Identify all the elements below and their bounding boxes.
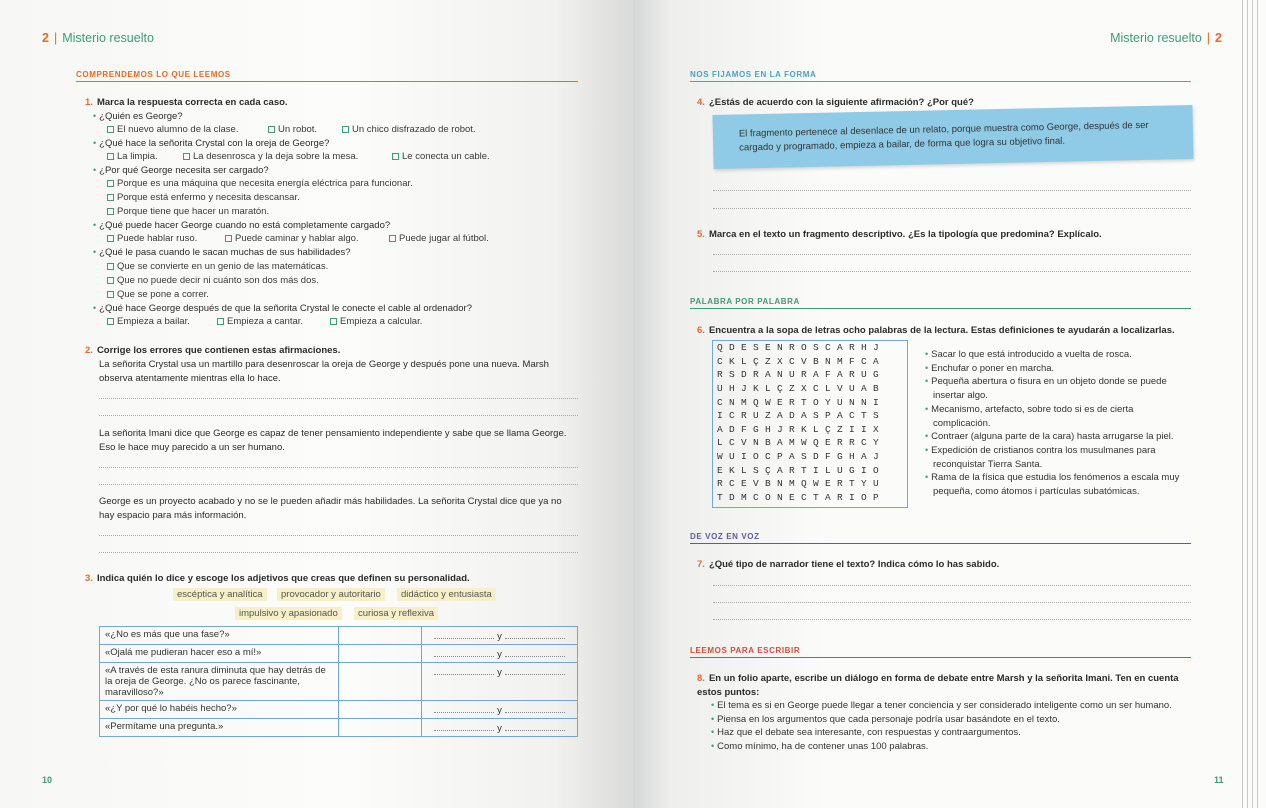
grid-row[interactable]: CNMQWERTOYUNNI (717, 396, 886, 408)
checkbox-icon[interactable] (107, 263, 114, 270)
question-8: 8. En un folio aparte, escribe un diálogo en forma de debate entre Marsh y la señorita Imani. Ten en cuenta estos puntos: (697, 673, 1179, 698)
answer-option[interactable]: Que se convierte en un genio de las matemáticas. (107, 261, 328, 272)
speaker-cell[interactable] (339, 663, 422, 701)
answer-line[interactable] (713, 271, 1191, 272)
statement-note (712, 105, 1193, 169)
answer-line[interactable] (713, 190, 1191, 191)
chapter-number: 2 (42, 31, 49, 45)
definition-item: • Rama de la física que estudia los fenómenos a escala muy pequeña, como átomos i partículas subatómicas. (925, 472, 1180, 498)
q1-item: • ¿Qué hace George después de que la señorita Crystal le conecte el cable al ordenador? (93, 303, 472, 314)
answer-option[interactable]: Puede hablar ruso. (107, 233, 197, 244)
adjectives-cell[interactable]: y (422, 701, 578, 719)
answer-option[interactable]: Que se pone a correr. (107, 289, 209, 300)
answer-option[interactable]: Puede jugar al fútbol. (389, 233, 489, 244)
page-number: 10 (42, 775, 53, 785)
checkbox-icon[interactable] (107, 194, 114, 201)
word-search-grid[interactable] (712, 340, 908, 508)
chapter-title: Misterio resuelto (1110, 31, 1202, 45)
definitions-list (925, 348, 1193, 499)
quote-cell: «Ojalá me pudieran hacer eso a mí!» (100, 645, 339, 663)
answer-option[interactable]: Empieza a cantar. (217, 316, 303, 327)
question-2: 2. Corrige los errores que contienen estas afirmaciones. (85, 345, 341, 356)
section-heading: PALABRA POR PALABRA (690, 297, 1191, 309)
checkbox-icon[interactable] (268, 126, 275, 133)
statement-text: La señorita Imani dice que George es capaz de tener pensamiento independiente y sabe que se llama George. Eso le hace muy parecido a un ser humano. (99, 428, 567, 453)
adjective-tag: didáctico y entusiasta (397, 588, 496, 601)
answer-option[interactable]: Puede caminar y hablar algo. (225, 233, 359, 244)
checkbox-icon[interactable] (107, 180, 114, 187)
adjectives-cell[interactable]: y (422, 719, 578, 737)
grid-row[interactable]: QDESENROSCARHJ (717, 342, 886, 353)
section-heading: COMPRENDEMOS LO QUE LEEMOS (76, 70, 578, 82)
answer-line[interactable] (99, 398, 578, 399)
points-list (711, 699, 1196, 754)
speaker-cell[interactable] (339, 701, 422, 719)
question-4: 4. ¿Estás de acuerdo con la siguiente afirmación? ¿Por qué? (697, 97, 974, 108)
list-item: • El tema es si en George puede llegar a tener conciencia y ser considerado inteligente como un ser humano. (711, 700, 1172, 711)
definition-item: • Mecanismo, artefacto, sobre todo si es de cierta complicación. (925, 403, 1134, 429)
answer-option[interactable]: El nuevo alumno de la clase. (107, 124, 238, 135)
definition-item: • Pequeña abertura o fisura en un objeto donde se puede insertar algo. (925, 376, 1167, 402)
q1-item: • ¿Quién es George? (93, 111, 183, 122)
chapter-number: 2 (1215, 31, 1222, 45)
quote-cell: «A través de esta ranura diminuta que hay detrás de la oreja de George. ¿No os parece fascinante, maravilloso?» (100, 663, 339, 701)
question-5: 5. Marca en el texto un fragmento descriptivo. ¿Es la tipología que predomina? Explícalo. (697, 229, 1102, 240)
grid-row[interactable]: EKLSÇARTILUGIO (717, 464, 886, 476)
answer-line[interactable] (99, 484, 578, 485)
checkbox-icon[interactable] (107, 277, 114, 284)
table-row (100, 719, 578, 737)
adjective-tag: curiosa y reflexiva (354, 607, 438, 620)
answer-option[interactable]: Porque está enfermo y necesita descansar. (107, 192, 300, 203)
table-row (100, 645, 578, 663)
statement-text: La señorita Crystal usa un martillo para desenroscar la oreja de George y después pone una nueva. Marsh observa atentamente mientras ella lo hace. (99, 359, 549, 384)
table-row (100, 701, 578, 719)
question-7: 7. ¿Qué tipo de narrador tiene el texto? Indica cómo lo has sabido. (697, 559, 1000, 570)
checkbox-icon[interactable] (107, 153, 114, 160)
page-header: Misterio resuelto | 2 (1110, 31, 1222, 45)
checkbox-icon[interactable] (330, 318, 337, 325)
checkbox-icon[interactable] (107, 318, 114, 325)
grid-row[interactable]: CKLÇZXCVBNMFCA (717, 355, 886, 367)
checkbox-icon[interactable] (107, 208, 114, 215)
checkbox-icon[interactable] (107, 126, 114, 133)
adjective-tag: provocador y autoritario (277, 588, 385, 601)
section-heading: NOS FIJAMOS EN LA FORMA (690, 70, 1191, 82)
statement-text: George es un proyecto acabado y no se le pueden añadir más habilidades. La señorita Crystal dice que ya no hay espacio para más información. (99, 496, 562, 521)
definition-item: • Expedición de cristianos contra los musulmanes para reconquistar Tierra Santa. (925, 444, 1156, 470)
answer-option[interactable]: Empieza a calcular. (330, 316, 422, 327)
answer-option[interactable]: Un robot. (268, 124, 317, 135)
checkbox-icon[interactable] (107, 235, 114, 242)
page-header: 2 | Misterio resuelto (42, 31, 154, 45)
answer-line[interactable] (713, 208, 1191, 209)
adjective-tag: escéptica y analítica (173, 588, 267, 601)
definition-item: • Contraer (alguna parte de la cara) hasta arrugarse la piel. (925, 431, 1174, 443)
q1-item: • ¿Qué le pasa cuando le sacan muchas de sus habilidades? (93, 247, 351, 258)
speaker-cell[interactable] (339, 719, 422, 737)
question-6: 6. Encuentra a la sopa de letras ocho palabras de la lectura. Estas definiciones te ayudarán a localizarlas. (697, 325, 1175, 336)
checkbox-icon[interactable] (225, 235, 232, 242)
definition-item: • Enchufar o poner en marcha. (925, 362, 1055, 374)
answer-line[interactable] (713, 585, 1191, 586)
chapter-title: Misterio resuelto (62, 31, 154, 45)
adjectives-cell[interactable]: y (422, 627, 578, 645)
answer-option[interactable]: Le conecta un cable. (392, 151, 490, 162)
answer-line[interactable] (99, 535, 578, 536)
quote-cell: «Permítame una pregunta.» (100, 719, 339, 737)
q1-item: • ¿Por qué George necesita ser cargado? (93, 165, 269, 176)
grid-row[interactable]: RSDRANURAFARUG (717, 369, 886, 381)
answer-line[interactable] (99, 415, 578, 416)
grid-row[interactable]: ICRUZADASPACTS (717, 410, 886, 422)
quote-cell: «¿No es más que una fase?» (100, 627, 339, 645)
grid-row[interactable]: WUIOCPASDFGHAJ (717, 451, 886, 463)
section-heading: LEEMOS PARA ESCRIBIR (690, 646, 1191, 658)
grid-row[interactable]: RCEVBNMQWERTYU (717, 478, 886, 490)
answer-line[interactable] (99, 552, 578, 553)
note-text: El fragmento pertenece al desenlace de un relato, porque muestra como George, después de ser cargado y programado, empieza a bailar, de forma que logra su objetivo final. (738, 119, 1149, 154)
definition-item: • Sacar lo que está introducido a vuelta de rosca. (925, 349, 1132, 360)
q1-item: • ¿Qué puede hacer George cuando no está completamente cargado? (93, 220, 391, 231)
checkbox-icon[interactable] (342, 126, 349, 133)
answer-line[interactable] (713, 619, 1191, 620)
grid-row[interactable]: TDMCONECTARIOP (717, 492, 886, 504)
grid-row[interactable]: ADFGHJRKLÇZIIX (717, 423, 886, 435)
answer-line[interactable] (99, 467, 578, 468)
checkbox-icon[interactable] (107, 291, 114, 298)
grid-row[interactable]: LCVNBAMWQERRCY (717, 437, 886, 449)
table-row (100, 663, 578, 701)
answer-line[interactable] (713, 602, 1191, 603)
list-item: • Piensa en los argumentos que cada personaje podría usar basándote en el texto. (711, 713, 1060, 725)
question-3: 3. Indica quién lo dice y escoge los adjetivos que creas que definen su personalidad. (85, 573, 470, 584)
answer-option[interactable]: Porque es una máquina que necesita energía eléctrica para funcionar. (107, 178, 413, 189)
checkbox-icon[interactable] (183, 153, 190, 160)
speaker-cell[interactable] (339, 627, 422, 645)
checkbox-icon[interactable] (217, 318, 224, 325)
question-1: 1. Marca la respuesta correcta en cada caso. (85, 97, 288, 108)
page-number: 11 (1214, 775, 1224, 785)
adjectives-cell[interactable]: y (422, 645, 578, 663)
answer-option[interactable]: Un chico disfrazado de robot. (342, 124, 476, 135)
page-edges (1238, 0, 1266, 808)
answer-option[interactable]: La limpia. (107, 151, 158, 162)
list-item: • Como mínimo, ha de contener unas 100 palabras. (711, 741, 929, 753)
quotes-table (99, 626, 578, 737)
list-item: • Haz que el debate sea interesante, con respuestas y contraargumentos. (711, 727, 1021, 739)
answer-option[interactable]: Empieza a bailar. (107, 316, 190, 327)
answer-option[interactable]: Que no puede decir ni cuánto son dos más dos. (107, 275, 319, 286)
grid-row[interactable]: UHJKLÇZXCLVUAB (717, 382, 886, 394)
answer-option[interactable]: La desenrosca y la deja sobre la mesa. (183, 151, 358, 162)
q1-item: • ¿Qué hace la señorita Crystal con la oreja de George? (93, 138, 330, 149)
answer-line[interactable] (713, 254, 1191, 255)
section-heading: DE VOZ EN VOZ (690, 532, 1191, 544)
quote-cell: «¿Y por qué lo habéis hecho?» (100, 701, 339, 719)
speaker-cell[interactable] (339, 645, 422, 663)
answer-option[interactable]: Porque tiene que hacer un maratón. (107, 206, 269, 217)
checkbox-icon[interactable] (389, 235, 396, 242)
adjectives-cell[interactable]: y (422, 663, 578, 701)
table-row (100, 627, 578, 645)
checkbox-icon[interactable] (392, 153, 399, 160)
adjective-tag: impulsivo y apasionado (235, 607, 342, 620)
